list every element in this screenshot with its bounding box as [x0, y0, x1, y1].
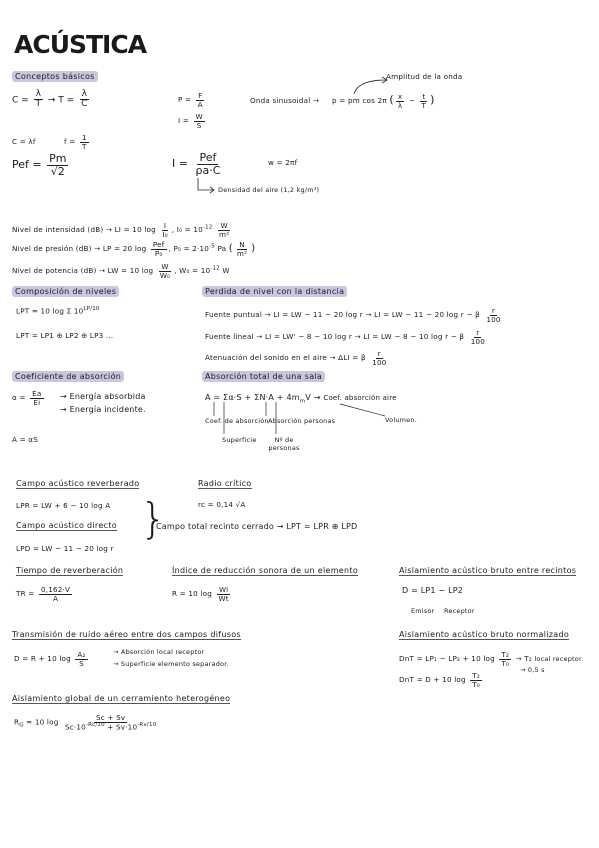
absorcion-arrows	[200, 400, 400, 440]
section-indice-reduccion: Índice de reducción sonora de un elemento	[172, 566, 359, 575]
formula-lpt-sum: LPT = 10 log Σ $10^{LP/10}$	[16, 306, 100, 316]
formula-c-lf: C = λf	[12, 137, 36, 146]
formula-lpt-oplus: LPT = LP1 ⊕ LP2 ⊕ LP3 ...	[16, 331, 114, 340]
formula-rc: rc = 0,14 √A	[198, 500, 246, 509]
formula-atenuacion: Atenuación del sonido en el aire → ΔLI = β $\frac{r}{100}$	[205, 349, 387, 367]
receptor-label: Receptor	[444, 607, 475, 615]
formula-tr: TR = $\frac{0,162\cdot V}{A}$	[16, 585, 71, 603]
t0-label: → 0,5 s	[520, 666, 545, 674]
densidad-label: Densidad del aire (1,2 kg/m³)	[218, 186, 320, 194]
superficie-label: Superficie	[222, 436, 257, 444]
section-coef-absorcion: Coeficiente de absorción	[12, 371, 124, 382]
abs-personas-label: Absorción personas	[268, 417, 336, 425]
amplitud-arrow	[350, 76, 390, 96]
section-conceptos: Conceptos básicos	[12, 71, 98, 82]
campo-brace: }	[140, 494, 167, 543]
section-transmision: Transmisión de ruido aéreo entre dos campos difusos	[12, 630, 241, 639]
abs-local-label: → Absorción local receptor	[113, 648, 205, 656]
formula-a-total: $A = \Sigma\alpha\cdot S + \Sigma N\cdot A + 4m_mV$ → Coef. absorción aire	[205, 393, 397, 405]
section-radio-critico: Radio crítico	[198, 479, 252, 488]
nivel-intensidad: Nivel de intensidad (dB) → LI = 10 log $\frac{I}{\text{I₀}}$ , $I_0 = 10^{-12}$ $\frac{W}{\text{m²}}$	[12, 221, 230, 239]
n-personas-label: Nº de personas	[268, 436, 300, 452]
formula-i-w: I = $\frac{W}{S}$	[178, 112, 203, 130]
formula-campo-total: Campo total recinto cerrado → LPT = LPR ⊕ LPD	[156, 522, 358, 531]
densidad-arrow	[196, 178, 216, 194]
section-aislamiento-global: Aislamiento global de un cerramiento heterogéneo	[12, 694, 231, 703]
section-tiempo-reverb: Tiempo de reverberación	[16, 566, 124, 575]
formula-lpd: LPD = LW − 11 − 20 log r	[16, 544, 114, 553]
formula-pef: Pef = $\frac{Pm}{√2}$	[12, 152, 67, 178]
section-campo-directo: Campo acústico directo	[16, 521, 117, 530]
formula-alpha: α = $\frac{Ea}{Ei}$	[12, 389, 42, 407]
formula-w-2pf: w = 2πf	[268, 158, 298, 167]
section-aislamiento-normalizado: Aislamiento acústico bruto normalizado	[399, 630, 570, 639]
formula-d-bruto: D = LP1 − LP2	[402, 586, 464, 595]
formula-p-f: P = $\frac{F}{A}$	[178, 91, 203, 109]
section-aislamiento-bruto: Aislamiento acústico bruto entre recintos	[399, 566, 577, 575]
formula-lpr: LPR = LW + 6 − 10 log A	[16, 501, 111, 510]
formula-r-indice: R = 10 log $\frac{Wi}{Wt}$	[172, 585, 229, 603]
nivel-potencia: Nivel de potencia (dB) → LW = 10 log $\frac{W}{\text{W₀}}$ , $W_0 = 10^{-12}$ W	[12, 262, 230, 280]
formula-fuente-lineal: Fuente lineal → LI = LW' − 8 − 10 log r → LI = LW − 8 − 10 log r − β $\frac{r}{100}$	[205, 328, 486, 346]
coef-de-abs-label: Coef. de absorción	[205, 417, 269, 425]
ea-label: → Energía absorbida	[60, 392, 146, 401]
formula-rg: $R_G = 10$ log $\frac{Sc + Sv}{Sc\cdot 10^{-Rc/10} + Sv\cdot 10^{-Rv/10}}$	[14, 713, 157, 731]
section-campo-reverb: Campo acústico reverberado	[16, 479, 140, 488]
formula-c-lambda: C = $\frac{\lambda}{T}$ → T = $\frac{\lambda}{C}$	[12, 89, 88, 110]
sup-elemento-label: → Superficie elemento separador.	[113, 660, 229, 668]
formula-d-transmision: D = R + 10 log $\frac{\text{A₂}}{S}$	[14, 650, 86, 668]
section-absorcion-total: Absorción total de una sala	[202, 371, 325, 382]
formula-dnt1: DnT = LP₁ − LP₂ + 10 log $\frac{\text{T₂}}{\text{T₀}}$ → T₂ local receptor.	[399, 650, 584, 668]
section-perdida: Perdida de nivel con la distancia	[202, 286, 347, 297]
ei-label: → Energía incidente.	[60, 405, 146, 414]
section-composicion: Composición de niveles	[12, 286, 119, 297]
volumen-label: Volumen.	[385, 416, 417, 424]
formula-fuente-puntual: Fuente puntual → LI = LW − 11 − 20 log r → LI = LW − 11 − 20 log r − β $\frac{r}{100}$	[205, 306, 501, 324]
onda-label: Onda sinusoidal →	[250, 96, 320, 105]
formula-dnt2: DnT = D + 10 log $\frac{\text{T₂}}{\text{T₀}}$	[399, 671, 480, 689]
formula-a-alpha-s: A = αS	[12, 435, 39, 444]
page-title: ACÚSTICA	[14, 30, 147, 59]
amplitud-label: Amplitud de la onda	[386, 72, 463, 81]
emisor-label: Emisor	[411, 607, 435, 615]
nivel-presion: Nivel de presión (dB) → LP = 20 log $\frac{\text{Pef}}{\text{P₀}}$ , $P_0 = 2\cdot 10^{-5}$ Pa ( $\frac{N}{\text{m²}}$ )	[12, 240, 256, 258]
formula-onda: p = pm cos 2π ( $\frac{x}{\lambda}$ − $\frac{t}{T}$ )	[332, 92, 435, 110]
formula-i-pef: I = $\frac{\text{Pef}}{\rho a\cdot C}$	[172, 151, 221, 177]
formula-f-t: f = $\frac{1}{T}$	[64, 133, 87, 151]
